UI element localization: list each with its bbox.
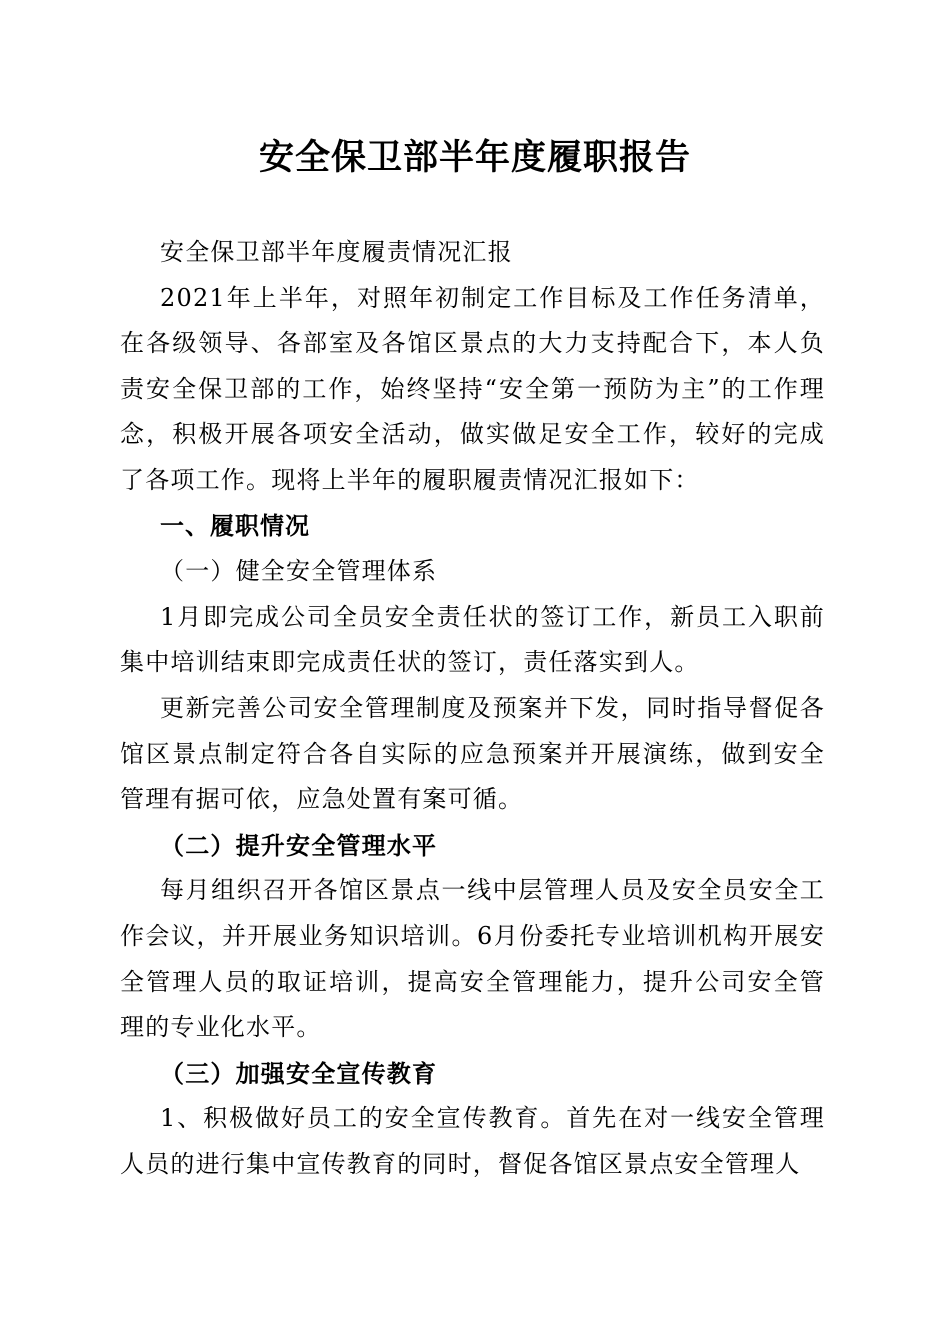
subsection-heading-1: （一）健全安全管理体系 bbox=[160, 557, 438, 586]
subsection-heading-2: （二）提升安全管理水平 bbox=[160, 830, 438, 860]
paragraph-meetings: 每月组织召开各馆区景点一线中层管理人员及安全员安全工作会议，并开展业务知识培训。6月份委托专业培训机构开展安全管理人员的取证培训，提高安全管理能力，提升公司安全管理的专业化水平。 bbox=[120, 876, 825, 1042]
document-title: 安全保卫部半年度履职报告 bbox=[258, 137, 691, 178]
paragraph-education: 1、积极做好员工的安全宣传教育。首先在对一线安全管理人员的进行集中宣传教育的同时，督促各馆区景点安全管理人 bbox=[120, 1104, 825, 1178]
paragraph-subtitle: 安全保卫部半年度履责情况汇报 bbox=[160, 238, 513, 266]
section-heading-1: 一、履职情况 bbox=[160, 511, 310, 540]
paragraph-intro: 2021年上半年，对照年初制定工作目标及工作任务清单，在各级领导、各部室及各馆区景点的大力支持配合下，本人负责安全保卫部的工作，始终坚持“安全第一预防为主”的工作理念，积极开展各项安全活动，做实做足安全工作，较好的完成了各项工作。现将上半年的履职履责情况汇报如下： bbox=[120, 283, 825, 494]
document-body bbox=[120, 230, 825, 1187]
paragraph-regulations: 更新完善公司安全管理制度及预案并下发，同时指导督促各馆区景点制定符合各自实际的应急预案并开展演练，做到安全管理有据可依，应急处置有案可循。 bbox=[120, 693, 825, 814]
paragraph-responsibility: 1月即完成公司全员安全责任状的签订工作，新员工入职前集中培训结束即完成责任状的签订，责任落实到人。 bbox=[120, 602, 825, 677]
subsection-heading-3: （三）加强安全宣传教育 bbox=[160, 1058, 438, 1088]
